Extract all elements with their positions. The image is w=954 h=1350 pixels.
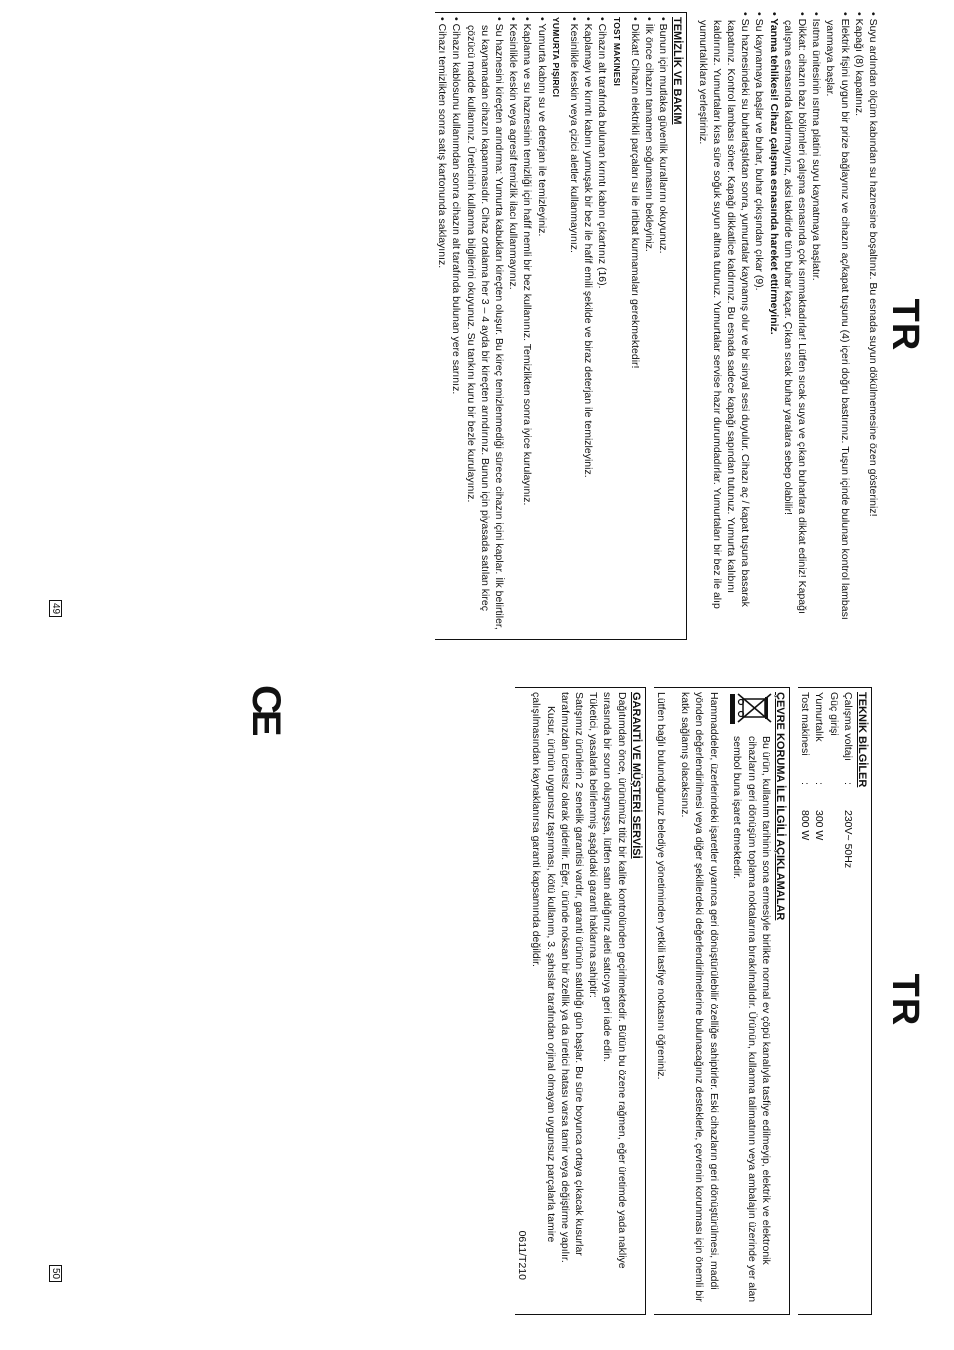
list-item: • Elektrik fişini uygun bir prize bağlayınız ve cihazın aç/kapat tuşunu (4) içeri doğru bastırınız. Tuşun içinde bulunan kontrol lambası yanmaya başlar. [823,12,851,640]
warranty-paragraph: Tüketici, yasalarla belirlenmiş aşağıdaki garanti haklarına sahiptir: [587,692,600,998]
page-number: 49 [49,600,62,617]
manual-page-49 [30,0,930,650]
operation-instructions [695,12,880,640]
list-item: • Cihazın kablosunu kullanımdan sonra cihazın alt tarafında bulunan yere sarınız. [449,17,463,635]
subsection-title: YUMURTA PIŞIRICI [550,17,561,98]
warranty-section [515,687,646,1315]
spec-label: Güç girişi [827,692,840,736]
list-item: • Cihazı temizlikten sonra satış kartonunda saklayınız. [435,17,449,635]
crossed-wheelie-bin-icon [725,692,773,728]
warranty-paragraph: Kusur, ürünün uygunsuz taşınması, kötü kullanım, 3. şahıslar tarafından orjinal olmayan uygunsuz parçalarla tamire çalışılmasından kaynaklanırsa garanti kapsamında değildir. [530,692,557,1243]
spec-value [826,810,840,930]
page-content [515,675,872,1325]
environment-text: Lütfen bağlı bulunduğunuz belediye yönetiminden yetkili tasfiye noktasını öğreniniz. [654,692,667,1080]
language-heading: TR [884,298,926,352]
spec-label: Yumurtalık [813,692,826,742]
list-item: • Su haznesini kireçten arındırma: Yumurta kabukları kireçten oluşur. Bu kireç temizlenmediği sürece cihazın içini kaplar. İlk belirtiler, su kaynamadan cihazın kapanmasıdır. Cihaz ortalama her 3 – 4 ayda bir kireçten arındırınız. Bunun için piyasada satılan kireç çözücü madde kullanınız. Üreticinin kullanma bilgilerini okuyunuz. Su tankını kuru bir bezle kurulayınız. [463,17,506,635]
list-item: • Dikkat! Cihazın elektrikli parçaları su ile irtibat kurmamaları gerekmektedir! [628,17,642,635]
manual-page-50 [30,675,930,1325]
cleaning-section [435,12,687,640]
list-item: • Kaplamayı ve kırıntı kabını yumuşak bir bez ile hafif emili şekilde ve biraz deterjan ile temizleyiniz. [581,17,595,635]
warranty-paragraph: Dağıtımdan önce, ürünümüz titiz bir kalite kontrolünden geçirilmektedir. Bütün bu özene rağmen, eğer üretimde yada nakliye sırasında bir sorun oluşmuşsa, lütfen satın aldığınız aleti satıcıya geri iade edin. [601,692,628,1269]
spec-row [841,692,855,1310]
list-item: • Isıtma ünitesinin ısıtma platini suyu kaynatmaya başlatır. [809,12,823,640]
spec-value: 230V~ 50Hz [841,810,854,869]
page-content [435,0,880,650]
spec-separator: : [841,782,854,785]
environment-text: Bu ürün, kullanım tarihinin sona ermesiyle birlikte normal ev çöpü kanalıyla tasfiye edilmeyip, elektrik ve elektronik cihazların geri dönüşüm toplama noktalarına bırakılmalıdır. Ürünün, kullanma talimatının veya ambalajın üzerinde yer alan sembol buna işaret etmektedir. [731,736,772,1303]
section-title: GARANTİ VE MÜŞTERİ SERVİSİ [629,692,642,859]
list-item: • İlk önce cihazın tamamen soğumasını bekleyiniz. [642,17,656,635]
spec-label: Tost makinesi [799,692,812,756]
subsection-title: TOST MAKINESI [611,17,622,87]
list-item: • Dikkat: cihazın bazı bölümleri çalışma esnasında çok ısınmaktadırlar! Lütfen sıcak suya ve çıkan buharlara dikkat ediniz! Kapağı çalışma esnasında kaldırmayınız, aksi takdirde tüm buhar kaçar. Çıkan sıcak buhar yaralara sebep olabilir! [781,12,809,640]
spec-separator: : [813,782,826,785]
list-item: • Cihazın alt tarafında bulunan kırıntı kabını çıkartınız (16). [595,17,609,635]
spec-value: 300 W [813,810,826,841]
spec-value: 800 W [799,810,812,841]
section-title: TEKNİK BİLGİLER [856,692,868,788]
document-code: 0611/T210 [516,1230,529,1280]
spec-row [798,692,812,1310]
section-title: TEMİZLİK VE BAKIM [671,17,684,125]
ce-mark-logo: CE [244,685,288,733]
list-item: • Suyu ardından ölçüm kabından su haznesine boşaltınız. Bu esnada suyun dökülmemesine özen gösteriniz! [866,12,880,640]
spec-row [826,692,840,1310]
list-item: • Kapağı (8) kapatınız. [852,12,866,640]
list-item: • Su kaynamaya başlar ve buhar, buhar çıkışından çıkar (9). [752,12,766,640]
spec-separator [826,782,840,810]
list-item: • Yumurta kabını su ve deterjan ile temizleyiniz. [534,17,548,635]
technical-specs-section [798,687,872,1315]
spec-separator: : [799,782,812,785]
list-item: • Kesinlikle keskin veya agresif temizlik ilacı kullanmayınız. [506,17,520,635]
warranty-paragraph: Satışımız ürünlerin 2 senelik garantisi vardır, garanti ürünün satıldığı gün başlar. Bu süre boyunca ortaya çıkacak kusurlar tarafımızdan ücretsiz olarak giderilir. Eğer, üründe noksan bir özellik ya da üretici hatası varsa tamir veya değiştirme yapılır. [558,692,585,1263]
environment-section [654,687,790,1315]
list-item: • Kesinlikle keskin veya çizici aletler kullanmayınız. [567,17,581,635]
list-item: • Yanma tehlikesi! Cihazı çalışma esnasında hareket ettirmeyiniz. [766,12,780,640]
section-title: ÇEVRE KORUMA İLE İLGİLİ AÇIKLAMALAR [773,692,786,921]
language-heading: TR [884,973,926,1027]
spec-label: Çalışma voltajı [841,692,854,761]
environment-text: Hammaddeler, üzerlerindeki işaretler uyarınca geri dönüştürülebilir özelliğe sahiptirler. Eski cihazların geri dönüştürülmesi, maddi yönden değerlendirilmesi veya diğer şekillerdeki değerlendirilmelerine bulunacağınız desteklerle, çevrenin korunması için önemli bir katkı sağlamış olacaksınız. [679,692,720,1302]
list-item: • Su haznesindeki su buharlaştıktan sonra, yumurtalar kaynamış olur ve bir sinyal sesi duyulur. Cihazı aç / kapat tuşuna basarak kapatınız. Kontrol lambası söner. Kapağı dikkatlice kaldırınız. Bu esnada sadece kapağı sapından tutunuz. Yumurta kalıbını kaldırınız. Yumurtaları kısa süre soğuk suyun altına tutunuz. Yumurtalar servise hazır durumdadırlar. Yumurtaları bir bez ile alıp yumurtalıklara yerleştiriniz. [695,12,752,640]
list-item: • Kaplama ve su haznesinin temizliği için hafif nemli bir bez kullanınız. Temizlikten sonra iyice kurulayınız. [520,17,534,635]
page-number: 50 [49,1265,62,1282]
spec-row [812,692,826,1310]
list-item: • Bunun için mutlaka güvenlik kurallarını okuyunuz. [656,17,670,635]
